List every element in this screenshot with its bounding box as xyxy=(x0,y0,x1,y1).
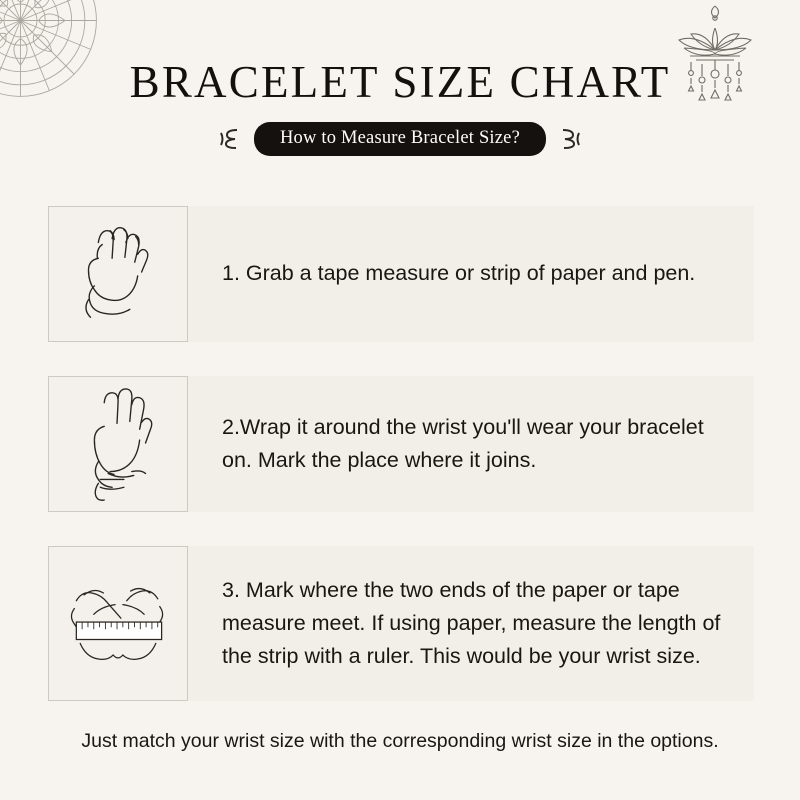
step-row xyxy=(48,376,754,512)
step-3-thumbnail xyxy=(48,546,188,701)
step-row xyxy=(48,206,754,342)
steps-list xyxy=(48,206,754,719)
step-2-text: 2.Wrap it around the wrist you'll wear your bracelet on. Mark the place where it joins. xyxy=(222,414,704,472)
flourish-right-icon xyxy=(558,126,584,152)
hands-measuring-ruler-icon xyxy=(55,565,181,683)
hand-wrapping-wrist-icon xyxy=(59,385,177,503)
flourish-left-icon xyxy=(216,126,242,152)
subtitle-row xyxy=(0,122,800,156)
hand-with-tape-icon xyxy=(59,215,177,333)
step-row xyxy=(48,546,754,701)
step-1-text: 1. Grab a tape measure or strip of paper and pen. xyxy=(222,261,696,286)
footer-note: Just match your wrist size with the corresponding wrist size in the options. xyxy=(81,730,719,752)
step-3-text: 3. Mark where the two ends of the paper or tape measure meet. If using paper, measure the length of the strip with a ruler. This would be your wrist size. xyxy=(222,577,721,669)
subtitle-pill: How to Measure Bracelet Size? xyxy=(254,122,546,156)
page-title: BRACELET SIZE CHART xyxy=(129,57,671,107)
step-1-thumbnail xyxy=(48,206,188,342)
step-2-thumbnail xyxy=(48,376,188,512)
